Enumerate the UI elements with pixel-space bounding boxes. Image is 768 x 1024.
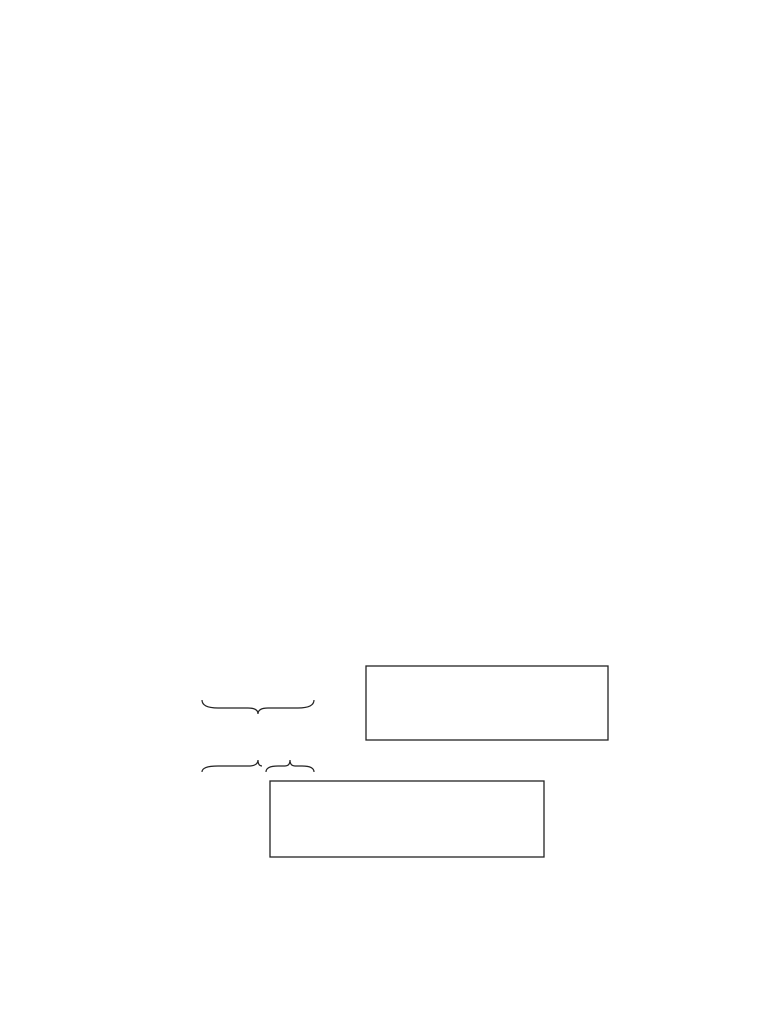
- figure-caption: [131, 870, 611, 886]
- hybrid-box-bottom: [270, 781, 544, 857]
- brace-right: [266, 760, 314, 772]
- brace-top: [202, 700, 314, 714]
- brace-left: [202, 760, 262, 772]
- hybrid-box-top: [366, 666, 608, 740]
